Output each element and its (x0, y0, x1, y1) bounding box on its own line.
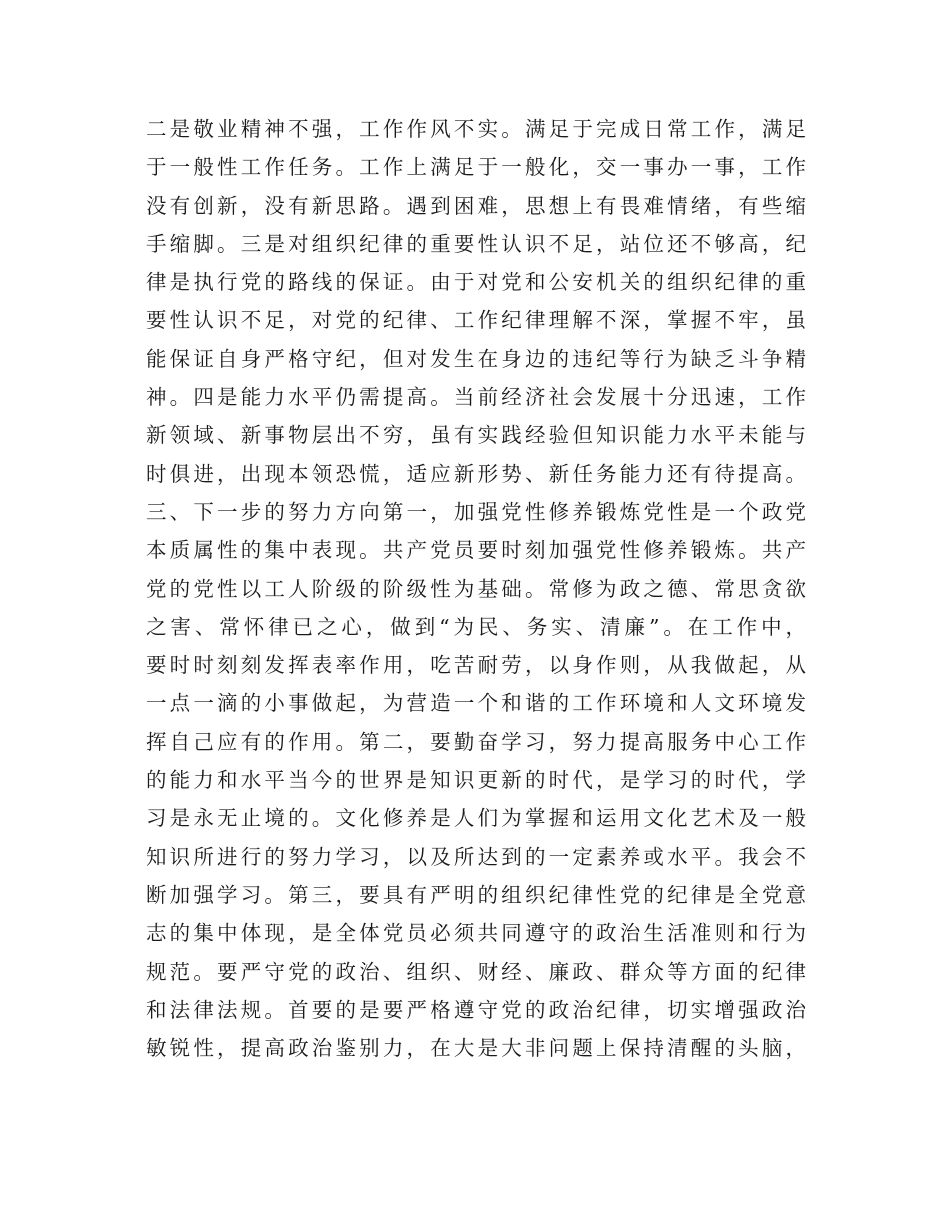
text-line: 律是执行党的路线的保证。由于对党和公安机关的组织纪律的重 (146, 270, 806, 295)
text-line: 手缩脚。三是对组织纪律的重要性认识不足，站位还不够高，纪 (146, 231, 806, 256)
text-line: 党的党性以工人阶级的阶级性为基础。常修为政之德、常思贪欲 (146, 576, 806, 601)
text-line: 一点一滴的小事做起，为营造一个和谐的工作环境和人文环境发 (146, 691, 806, 716)
text-line: 知识所进行的努力学习，以及所达到的一定素养或水平。我会不 (146, 844, 806, 869)
text-line: 断加强学习。第三，要具有严明的组织纪律性党的纪律是全党意 (146, 882, 806, 907)
text-line: 敏锐性，提高政治鉴别力，在大是大非问题上保持清醒的头脑， (146, 1036, 806, 1061)
text-line: 二是敬业精神不强，工作作风不实。满足于完成日常工作，满足 (146, 117, 806, 141)
text-line: 三、下一步的努力方向第一，加强党性修养锻炼党性是一个政党 (146, 499, 806, 524)
text-line: 能保证自身严格守纪，但对发生在身边的违纪等行为缺乏斗争精 (146, 346, 806, 371)
text-line: 要时时刻刻发挥表率作用，吃苦耐劳，以身作则，从我做起，从 (146, 653, 806, 678)
text-line: 和法律法规。首要的是要严格遵守党的政治纪律，切实增强政治 (146, 997, 806, 1022)
text-line: 挥自己应有的作用。第二，要勤奋学习，努力提高服务中心工作 (146, 729, 806, 754)
text-line: 习是永无止境的。文化修养是人们为掌握和运用文化艺术及一般 (146, 806, 806, 831)
text-line: 志的集中体现，是全体党员必须共同遵守的政治生活准则和行为 (146, 921, 806, 946)
text-line: 新领域、新事物层出不穷，虽有实践经验但知识能力水平未能与 (146, 423, 806, 448)
body-text (146, 110, 806, 1067)
text-line: 要性认识不足，对党的纪律、工作纪律理解不深，掌握不牢，虽 (146, 308, 806, 333)
text-line: 规范。要严守党的政治、组织、财经、廉政、群众等方面的纪律 (146, 959, 806, 984)
text-line: 于一般性工作任务。工作上满足于一般化，交一事办一事，工作 (146, 155, 806, 180)
text-line: 本质属性的集中表现。共产党员要时刻加强党性修养锻炼。共产 (146, 538, 806, 563)
text-line: 的能力和水平当今的世界是知识更新的时代，是学习的时代，学 (146, 768, 806, 793)
text-line: 没有创新，没有新思路。遇到困难，思想上有畏难情绪，有些缩 (146, 193, 806, 218)
text-line: 时俱进，出现本领恐慌，适应新形势、新任务能力还有待提高。 (146, 461, 806, 486)
text-line: 之害、常怀律已之心，做到“为民、务实、清廉”。在工作中， (146, 614, 806, 639)
text-line: 神。四是能力水平仍需提高。当前经济社会发展十分迅速，工作 (146, 385, 806, 410)
